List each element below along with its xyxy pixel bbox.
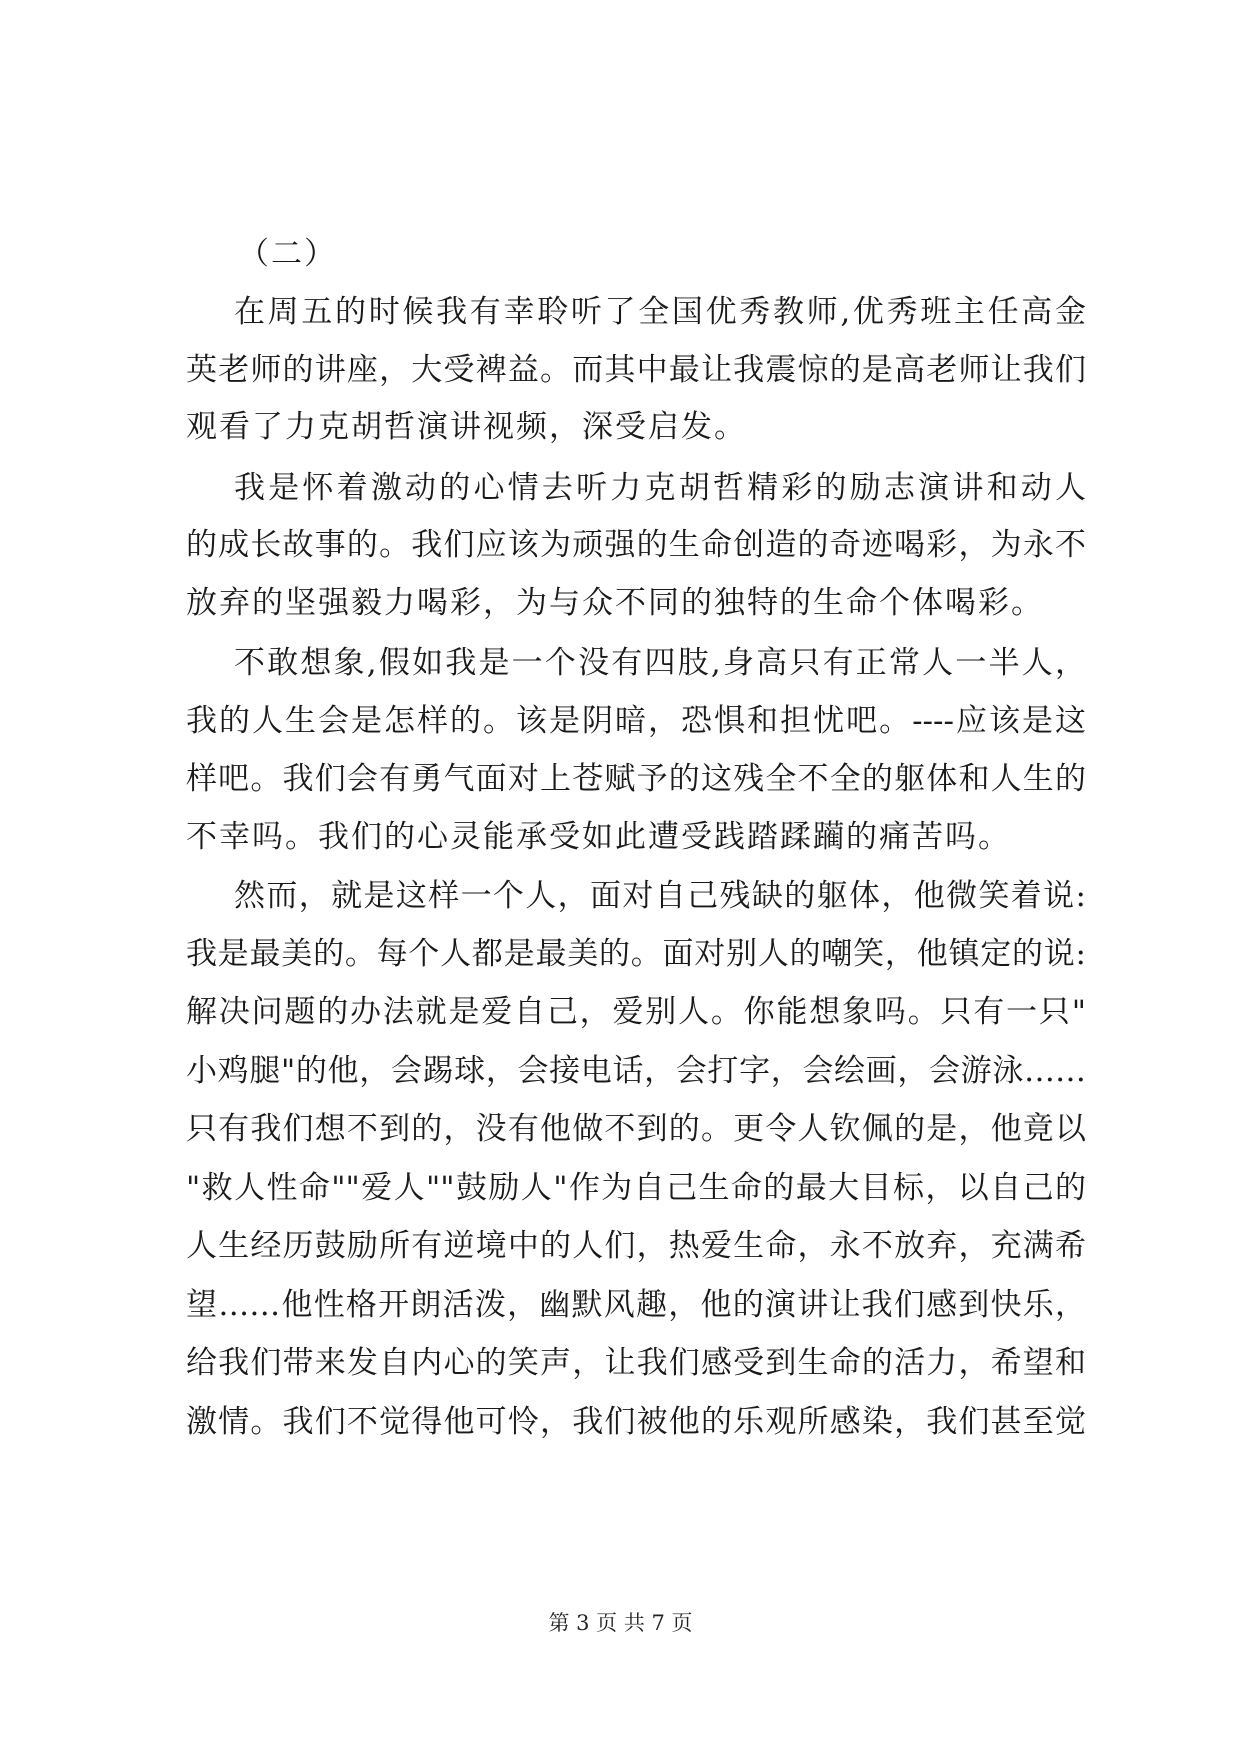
paragraph-line: 然而，就是这样一个人，面对自己残缺的躯体，他微笑着说: — [234, 878, 1086, 914]
paragraph-line: 英老师的讲座，大受裨益。而其中最让我震惊的是高老师让我们 — [186, 352, 1086, 388]
paragraph-line: 我的人生会是怎样的。该是阴暗，恐惧和担忧吧。----应该是这 — [186, 703, 1086, 739]
paragraph-line: 样吧。我们会有勇气面对上苍赋予的这残全不全的躯体和人生的 — [186, 761, 1086, 797]
paragraph-line: 人生经历鼓励所有逆境中的人们，热爱生命，永不放弃，充满希 — [186, 1228, 1086, 1264]
paragraph-line: 激情。我们不觉得他可怜，我们被他的乐观所感染，我们甚至觉 — [186, 1404, 1086, 1440]
paragraph-line: 给我们带来发自内心的笑声，让我们感受到生命的活力，希望和 — [186, 1345, 1086, 1381]
paragraph-line: 我是最美的。每个人都是最美的。面对别人的嘲笑，他镇定的说: — [186, 936, 1086, 972]
paragraph-line: 小鸡腿"的他，会踢球，会接电话，会打字，会绘画，会游泳…… — [186, 1053, 1086, 1089]
section-heading: （二） — [238, 236, 337, 272]
paragraph-line: 不幸吗。我们的心灵能承受如此遭受践踏蹂躏的痛苦吗。 — [186, 819, 1011, 855]
paragraph-line: 放弃的坚强毅力喝彩，为与众不同的独特的生命个体喝彩。 — [186, 585, 1044, 621]
paragraph-line: "救人性命""爱人""鼓励人"作为自己生命的最大目标，以自己的 — [186, 1170, 1086, 1206]
paragraph-line: 只有我们想不到的，没有他做不到的。更令人钦佩的是，他竟以 — [186, 1111, 1086, 1147]
paragraph-line: 望……他性格开朗活泼，幽默风趣，他的演讲让我们感到快乐， — [186, 1287, 1086, 1323]
paragraph-line: 在周五的时候我有幸聆听了全国优秀教师,优秀班主任高金 — [234, 294, 1086, 330]
paragraph-line: 观看了力克胡哲演讲视频，深受启发。 — [186, 409, 747, 445]
page-footer: 第 3 页 共 7 页 — [548, 1611, 693, 1635]
paragraph-line: 的成长故事的。我们应该为顽强的生命创造的奇迹喝彩，为永不 — [186, 527, 1086, 563]
paragraph-line: 解决问题的办法就是爱自己，爱别人。你能想象吗。只有一只" — [186, 994, 1086, 1030]
paragraph-line: 我是怀着激动的心情去听力克胡哲精彩的励志演讲和动人 — [234, 470, 1086, 506]
paragraph-line: 不敢想象,假如我是一个没有四肢,身高只有正常人一半人， — [234, 645, 1086, 681]
